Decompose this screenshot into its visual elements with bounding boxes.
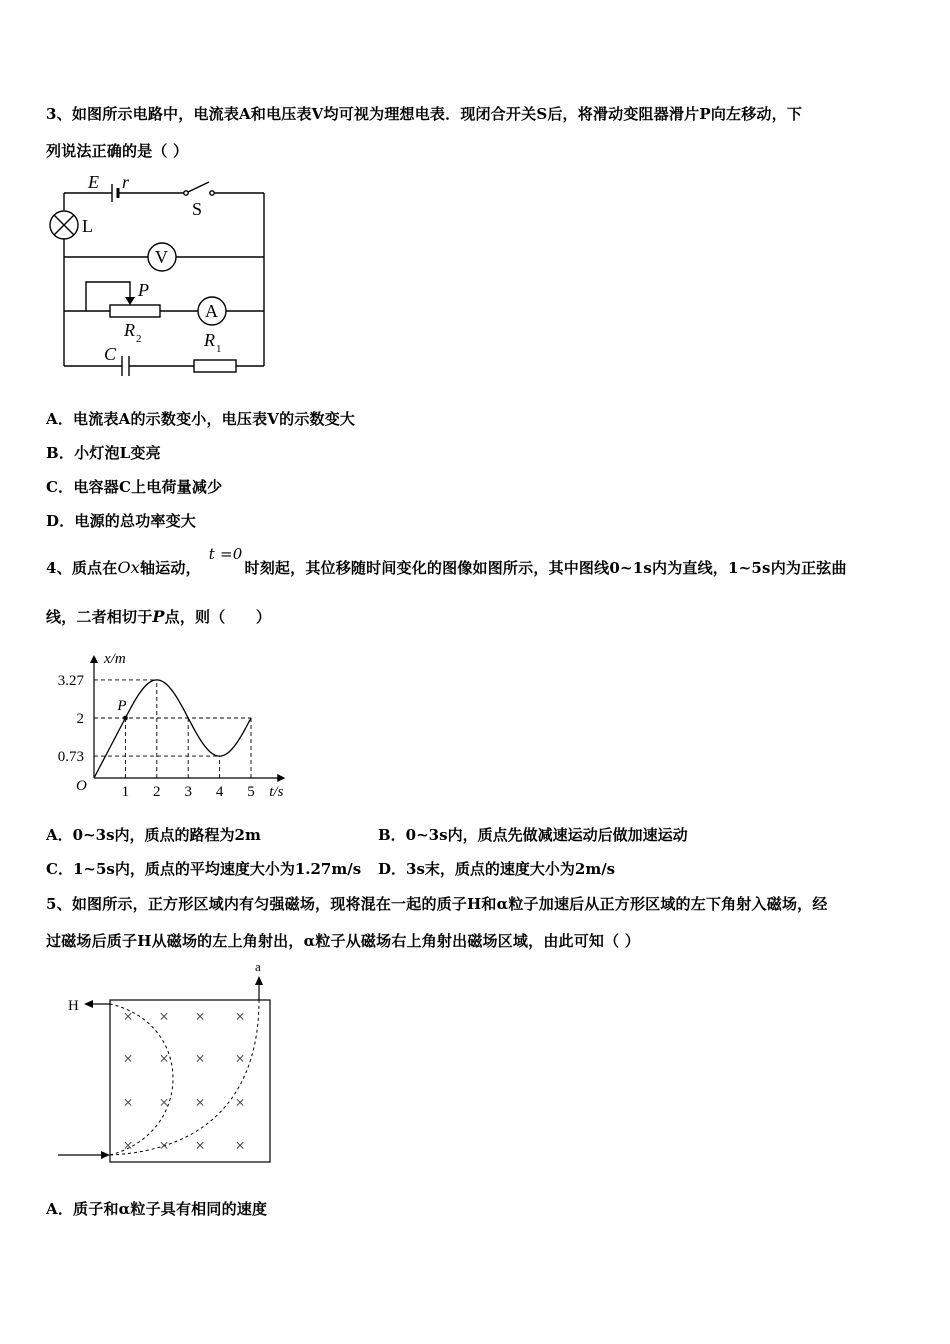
q3-stem-line1: 3、如图所示电路中，电流表A和电压表V均可视为理想电表．现闭合开关S后，将滑动变阻器滑片P向左移动，下	[46, 105, 803, 123]
field-mark-0-0: ×	[123, 1007, 133, 1026]
q4-option-a: A．0~3s内，质点的路程为2m	[46, 826, 261, 844]
label-R1-sub: 1	[216, 343, 222, 355]
x-tick-label-2: 2	[153, 784, 161, 800]
q4-stem-part1: 4、质点在	[46, 559, 118, 577]
field-mark-2-0: ×	[123, 1093, 133, 1112]
field-mark-3-2: ×	[195, 1136, 205, 1155]
slider-arrow-icon	[125, 297, 135, 305]
field-mark-2-1: ×	[159, 1093, 169, 1112]
field-mark-3-1: ×	[159, 1136, 169, 1155]
field-mark-0-2: ×	[195, 1007, 205, 1026]
q3-option-c: C．电容器C上电荷量减少	[46, 478, 223, 496]
field-mark-1-2: ×	[195, 1049, 205, 1068]
y-axis-label: x/m	[104, 651, 126, 667]
q5-option-a: A．质子和α粒子具有相同的速度	[46, 1200, 268, 1218]
field-mark-1-3: ×	[235, 1049, 245, 1068]
q5-stem-line2: 过磁场后质子H从磁场的左上角射出，α粒子从磁场右上角射出磁场区域，由此可知（ ）	[46, 932, 640, 950]
proton-exit-arrow-icon	[84, 1000, 93, 1008]
label-R2-sub: 2	[136, 333, 142, 345]
q4-stem-line2-part2: 点，则（ ）	[164, 608, 272, 626]
switch-lever	[188, 182, 209, 192]
q4-option-c: C．1~5s内，质点的平均速度大小为1.27m/s	[46, 860, 362, 878]
field-mark-0-3: ×	[235, 1007, 245, 1026]
q4-stem-line1	[46, 545, 847, 578]
point-p-label: P	[117, 698, 127, 714]
q4-option-b: B．0~3s内，质点先做减速运动后做加速运动	[378, 826, 688, 844]
q4-stem-t0: t =0	[208, 545, 243, 563]
switch-terminal-left	[184, 191, 188, 195]
point-p-marker	[123, 716, 128, 721]
switch-terminal-right	[210, 191, 214, 195]
label-R2: R	[124, 320, 135, 340]
y-tick-label-3.27: 3.27	[57, 672, 84, 689]
field-mark-2-3: ×	[235, 1093, 245, 1112]
field-mark-0-1: ×	[159, 1007, 169, 1026]
proton-trajectory	[110, 1004, 173, 1155]
field-mark-3-0: ×	[123, 1136, 133, 1155]
label-a: a	[255, 959, 261, 974]
label-C: C	[104, 344, 117, 364]
rheostat-r2	[110, 305, 160, 317]
field-mark-1-1: ×	[159, 1049, 169, 1068]
q4-stem-line2-p: P	[152, 607, 165, 626]
q3-option-d: D．电源的总功率变大	[46, 512, 197, 530]
slider-wire	[86, 282, 130, 311]
label-E: E	[88, 172, 99, 192]
field-mark-3-3: ×	[235, 1136, 245, 1155]
label-R1: R	[204, 330, 215, 350]
q4-stem-ox: Ox	[117, 558, 140, 577]
label-r: r	[122, 172, 130, 192]
y-axis-arrow-icon	[90, 655, 98, 663]
xt-series-line	[94, 680, 251, 778]
q4-stem-line2	[46, 606, 271, 627]
q4-stem-part2: 轴运动，	[139, 559, 201, 577]
q3-option-a: A．电流表A的示数变小，电压表V的示数变大	[46, 410, 356, 428]
q4-xt-chart	[44, 636, 294, 808]
x-tick-label-4: 4	[215, 784, 224, 800]
label-S: S	[192, 199, 203, 219]
x-tick-label-5: 5	[247, 784, 255, 800]
origin-label: O	[76, 778, 87, 794]
x-tick-label-3: 3	[184, 784, 192, 800]
q4-stem-part3: 时刻起，其位移随时间变化的图像如图所示，其中图线0~1s内为直线，1~5s内为正弦曲	[244, 559, 847, 577]
label-L: L	[82, 216, 93, 236]
y-tick-label-2: 2	[76, 711, 84, 727]
q3-circuit-diagram	[44, 170, 276, 380]
label-A: A	[205, 301, 218, 321]
y-tick-label-0.73: 0.73	[57, 749, 84, 766]
incoming-arrow-icon	[101, 1151, 110, 1159]
field-mark-2-2: ×	[195, 1093, 205, 1112]
label-h: H	[68, 998, 79, 1014]
field-mark-1-0: ×	[123, 1049, 133, 1068]
q3-stem-line2: 列说法正确的是（ ）	[46, 142, 189, 160]
x-axis-arrow-icon	[277, 774, 285, 782]
q4-stem-line2-part1: 线，二者相切于	[46, 608, 153, 626]
field-square	[110, 1000, 270, 1162]
x-axis-label: t/s	[269, 784, 284, 800]
label-P: P	[138, 280, 149, 300]
q4-option-d: D．3s末，质点的速度大小为2m/s	[378, 860, 616, 878]
resistor-r1	[194, 360, 236, 372]
x-tick-label-1: 1	[121, 784, 130, 800]
q5-stem-line1: 5、如图所示，正方形区域内有匀强磁场，现将混在一起的质子H和α粒子加速后从正方形区域的左下角射入磁场，经	[46, 895, 828, 913]
q3-option-b: B．小灯泡L变亮	[46, 444, 161, 462]
alpha-exit-arrow-icon	[255, 976, 263, 985]
label-V: V	[155, 247, 168, 267]
q5-magnetic-field-diagram	[54, 958, 278, 1168]
